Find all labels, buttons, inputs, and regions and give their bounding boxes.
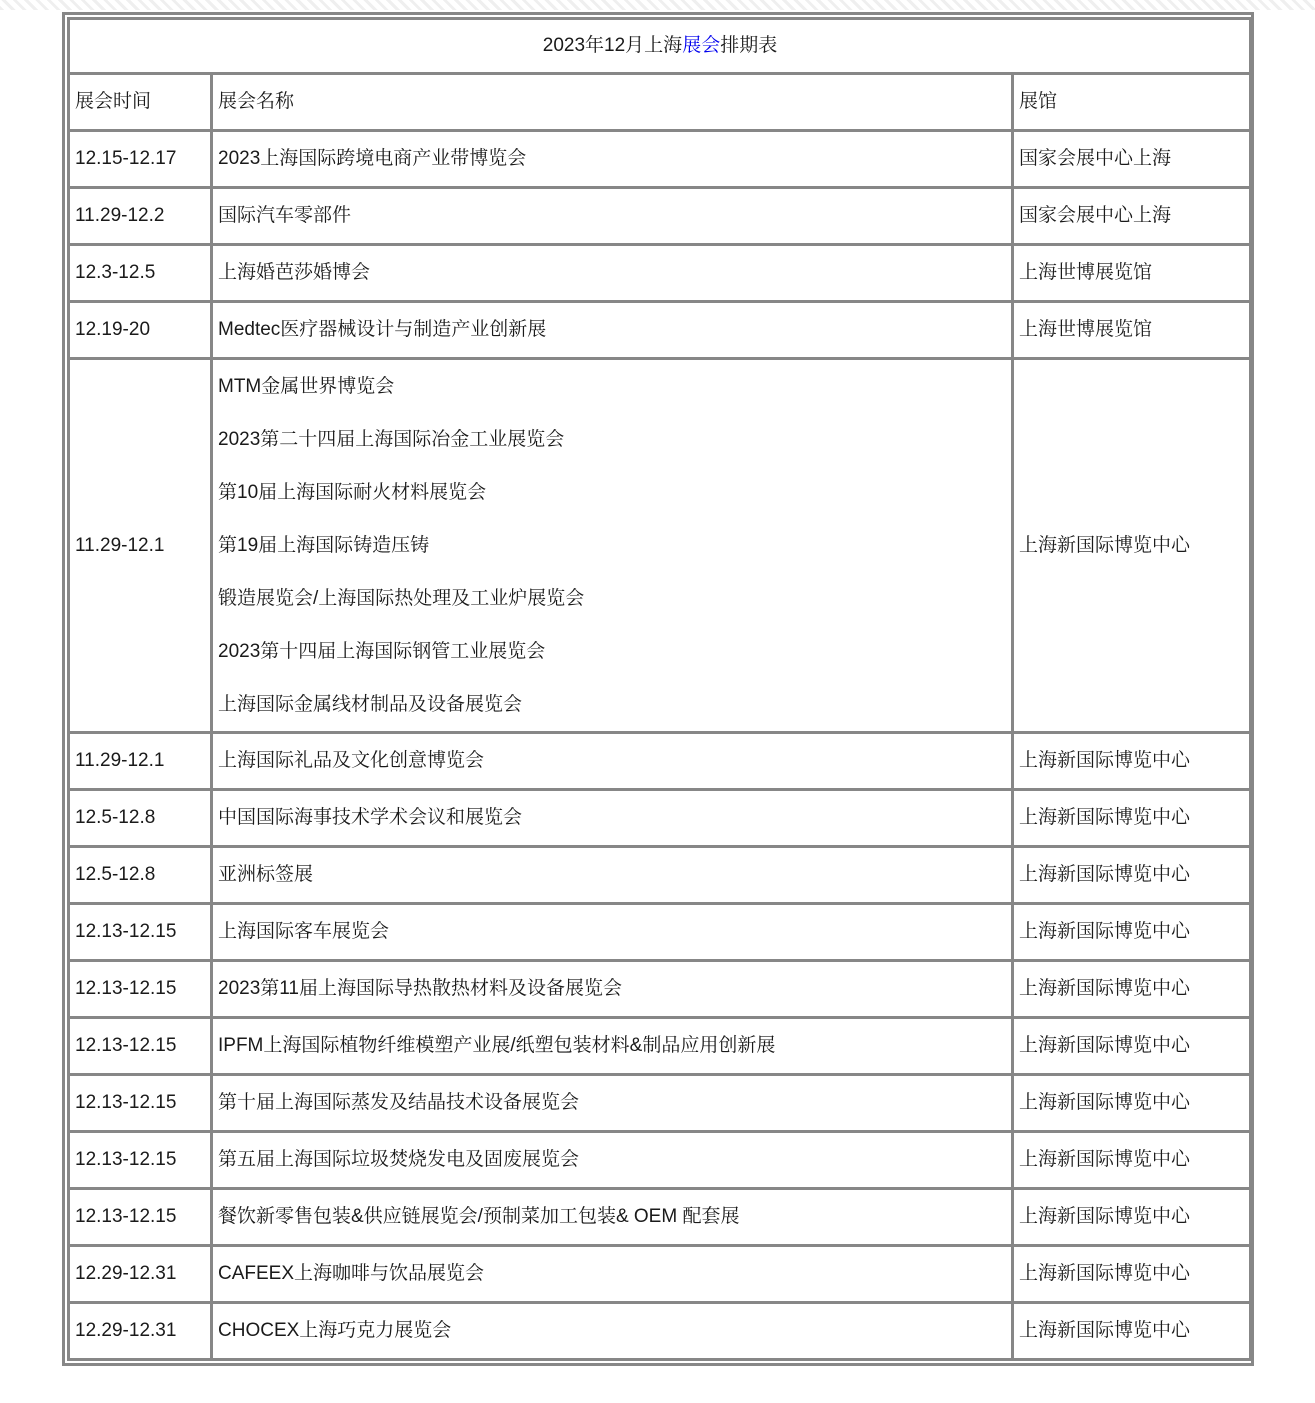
exhibition-time-cell: 11.29-12.1	[69, 733, 212, 790]
table-row	[69, 733, 1251, 790]
exhibition-name-cell	[212, 359, 1013, 733]
venue-cell: 国家会展中心上海	[1013, 131, 1251, 188]
table-title-prefix: 2023年12月上海	[542, 35, 683, 57]
exhibition-link[interactable]: 展会	[682, 35, 721, 57]
exhibition-time-cell: 11.29-12.1	[69, 359, 212, 733]
exhibition-name-cell: 2023上海国际跨境电商产业带博览会	[212, 131, 1013, 188]
table-row	[69, 188, 1251, 245]
exhibition-schedule-table-frame	[62, 12, 1254, 1366]
venue-cell: 上海新国际博览中心	[1013, 1303, 1251, 1360]
header-exhibition-time: 展会时间	[69, 74, 212, 131]
exhibition-time-cell: 12.3-12.5	[69, 245, 212, 302]
exhibition-time-cell: 12.13-12.15	[69, 904, 212, 961]
exhibition-name-cell: 中国国际海事技术学术会议和展览会	[212, 790, 1013, 847]
table-row	[69, 359, 1251, 733]
exhibition-name-cell: 上海国际客车展览会	[212, 904, 1013, 961]
table-row	[69, 847, 1251, 904]
exhibition-name-line: MTM金属世界博览会	[218, 376, 395, 397]
table-row	[69, 1018, 1251, 1075]
venue-cell: 上海新国际博览中心	[1013, 1075, 1251, 1132]
venue-cell: 上海新国际博览中心	[1013, 790, 1251, 847]
exhibition-name-cell: CAFEEX上海咖啡与饮品展览会	[212, 1246, 1013, 1303]
exhibition-name-cell: 餐饮新零售包装&供应链展览会/预制菜加工包装& OEM 配套展	[212, 1189, 1013, 1246]
table-row	[69, 1246, 1251, 1303]
header-row	[69, 74, 1251, 131]
exhibition-time-cell: 12.13-12.15	[69, 1189, 212, 1246]
exhibition-name-line: 2023第十四届上海国际钢管工业展览会	[218, 641, 546, 662]
venue-cell: 上海新国际博览中心	[1013, 961, 1251, 1018]
exhibition-schedule-table	[67, 17, 1252, 1361]
exhibition-time-cell: 12.13-12.15	[69, 1132, 212, 1189]
venue-cell: 上海新国际博览中心	[1013, 847, 1251, 904]
venue-cell: 上海新国际博览中心	[1013, 1132, 1251, 1189]
table-row	[69, 790, 1251, 847]
exhibition-time-cell: 12.29-12.31	[69, 1303, 212, 1360]
exhibition-name-cell: 上海国际礼品及文化创意博览会	[212, 733, 1013, 790]
exhibition-time-cell: 12.13-12.15	[69, 1018, 212, 1075]
venue-cell: 上海世博展览馆	[1013, 302, 1251, 359]
table-title	[69, 19, 1251, 74]
table-title-suffix: 排期表	[720, 35, 778, 57]
table-row	[69, 1075, 1251, 1132]
exhibition-name-cell: IPFM上海国际植物纤维模塑产业展/纸塑包装材料&制品应用创新展	[212, 1018, 1013, 1075]
header-venue: 展馆	[1013, 74, 1251, 131]
exhibition-time-cell: 12.19-20	[69, 302, 212, 359]
table-row	[69, 1132, 1251, 1189]
exhibition-name-line: 上海国际金属线材制品及设备展览会	[218, 694, 523, 715]
exhibition-time-cell: 12.13-12.15	[69, 1075, 212, 1132]
exhibition-name-line: 锻造展览会/上海国际热处理及工业炉展览会	[218, 588, 585, 609]
exhibition-time-cell: 12.5-12.8	[69, 790, 212, 847]
venue-cell: 上海世博展览馆	[1013, 245, 1251, 302]
exhibition-name-cell: 国际汽车零部件	[212, 188, 1013, 245]
exhibition-name-line: 第19届上海国际铸造压铸	[218, 535, 430, 556]
exhibition-time-cell: 12.29-12.31	[69, 1246, 212, 1303]
exhibition-name-cell: Medtec医疗器械设计与制造产业创新展	[212, 302, 1013, 359]
venue-cell: 上海新国际博览中心	[1013, 904, 1251, 961]
exhibition-time-cell: 12.5-12.8	[69, 847, 212, 904]
exhibition-time-cell: 12.15-12.17	[69, 131, 212, 188]
exhibition-name-cell: 亚洲标签展	[212, 847, 1013, 904]
table-row	[69, 245, 1251, 302]
exhibition-time-cell: 12.13-12.15	[69, 961, 212, 1018]
venue-cell: 上海新国际博览中心	[1013, 1246, 1251, 1303]
exhibition-name-cell: 2023第11届上海国际导热散热材料及设备展览会	[212, 961, 1013, 1018]
table-row	[69, 131, 1251, 188]
table-row	[69, 302, 1251, 359]
venue-cell: 上海新国际博览中心	[1013, 359, 1251, 733]
table-row	[69, 961, 1251, 1018]
top-hatched-strip	[0, 0, 1315, 10]
table-row	[69, 1189, 1251, 1246]
exhibition-name-line: 2023第二十四届上海国际冶金工业展览会	[218, 429, 565, 450]
table-row	[69, 904, 1251, 961]
title-row	[69, 19, 1251, 74]
venue-cell: 国家会展中心上海	[1013, 188, 1251, 245]
exhibition-name-cell: CHOCEX上海巧克力展览会	[212, 1303, 1013, 1360]
table-row	[69, 1303, 1251, 1360]
exhibition-time-cell: 11.29-12.2	[69, 188, 212, 245]
exhibition-name-cell: 第五届上海国际垃圾焚烧发电及固废展览会	[212, 1132, 1013, 1189]
venue-cell: 上海新国际博览中心	[1013, 733, 1251, 790]
exhibition-name-line: 第10届上海国际耐火材料展览会	[218, 482, 487, 503]
header-exhibition-name: 展会名称	[212, 74, 1013, 131]
exhibition-name-cell: 第十届上海国际蒸发及结晶技术设备展览会	[212, 1075, 1013, 1132]
venue-cell: 上海新国际博览中心	[1013, 1189, 1251, 1246]
exhibition-name-cell: 上海婚芭莎婚博会	[212, 245, 1013, 302]
venue-cell: 上海新国际博览中心	[1013, 1018, 1251, 1075]
